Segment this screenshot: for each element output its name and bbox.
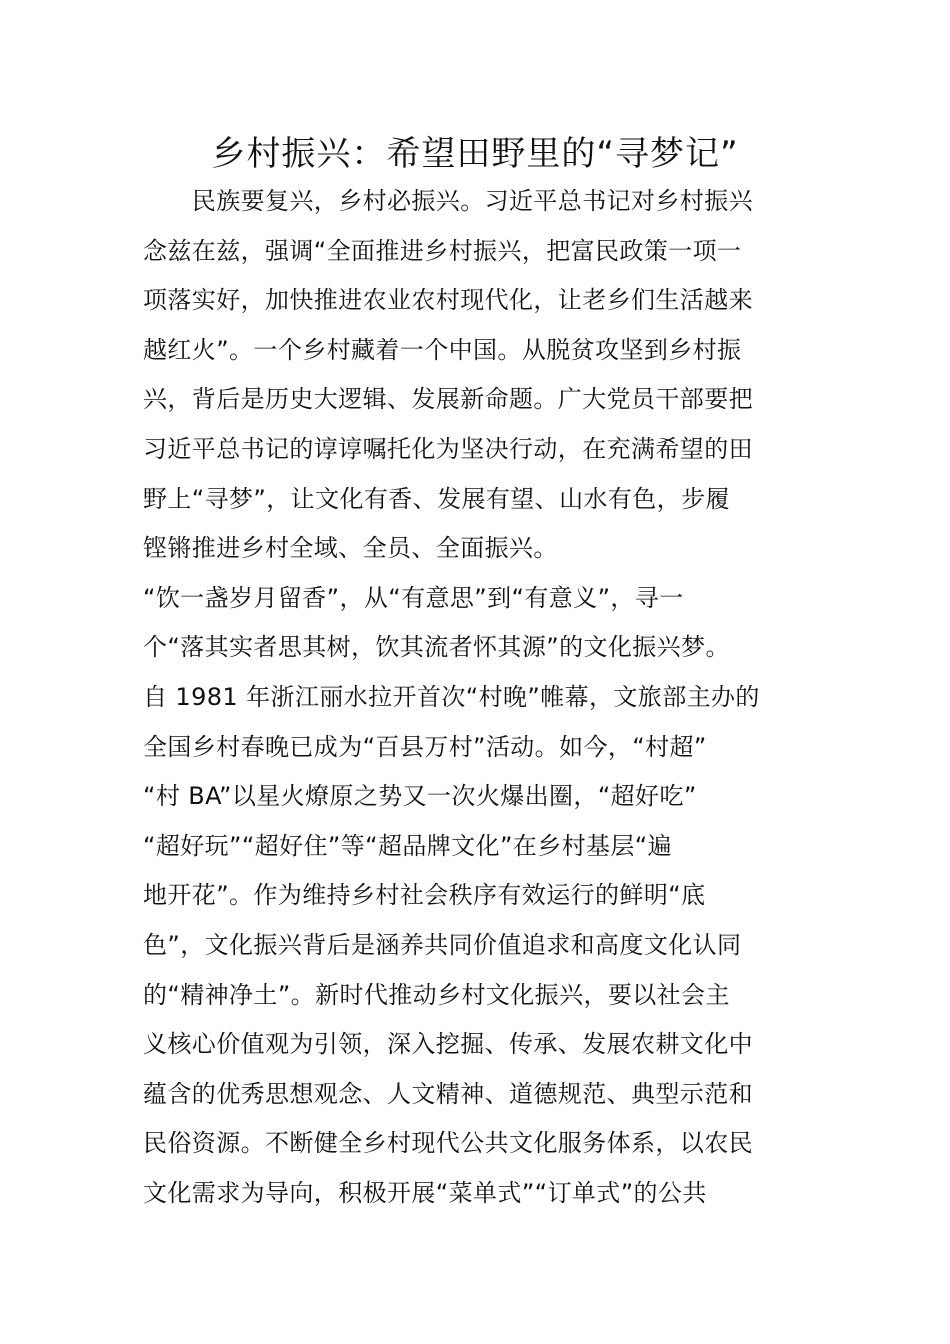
text-line: 兴，背后是历史大逻辑、发展新命题。广大党员干部要把 (143, 385, 753, 414)
text-line: 民族要复兴，乡村必振兴。习近平总书记对乡村振兴 (143, 187, 753, 215)
text-line: 项落实好，加快推进农业农村现代化，让老乡们生活越来 (143, 286, 753, 315)
text-line: 铿锵推进乡村全域、全员、全面振兴。 (143, 534, 558, 563)
text-line: 自 1981 年浙江丽水拉开首次“村晚”帷幕，文旅部主办的 (143, 682, 760, 711)
text-line: 色”，文化振兴背后是涵养共同价值追求和高度文化认同 (143, 930, 742, 959)
text-line: 民俗资源。不断健全乡村现代公共文化服务体系，以农民 (143, 1129, 753, 1158)
text-line: 蕴含的优秀思想观念、人文精神、道德规范、典型示范和 (143, 1079, 753, 1108)
text-line: 个“落其实者思其树，饮其流者怀其源”的文化振兴梦。 (143, 633, 730, 662)
text-line: 地开花”。作为维持乡村社会秩序有效运行的鲜明“底 (143, 881, 706, 910)
text-line: 的“精神净土”。新时代推动乡村文化振兴，要以社会主 (143, 980, 730, 1009)
text-line: 文化需求为导向，积极开展“菜单式”“订单式”的公共 (143, 1178, 707, 1207)
text-line: “超好玩”“超好住”等“超品牌文化”在乡村基层“遍 (143, 831, 673, 860)
text-line: “饮一盏岁月留香”，从“有意思”到“有意义”，寻一 (143, 583, 684, 612)
text-line: 习近平总书记的谆谆嘱托化为坚决行动，在充满希望的田 (143, 434, 753, 463)
text-line: 野上“寻梦”，让文化有香、发展有望、山水有色，步履 (143, 484, 730, 513)
text-line: 越红火”。一个乡村藏着一个中国。从脱贫攻坚到乡村振 (143, 335, 742, 364)
text-line: 念兹在兹，强调“全面推进乡村振兴，把富民政策一项一 (143, 236, 742, 265)
text-line: 全国乡村春晚已成为“百县万村”活动。如今，“村超” (143, 732, 707, 761)
text-line: 义核心价值观为引领，深入挖掘、传承、发展农耕文化中 (143, 1030, 753, 1059)
document-title: 乡村振兴：希望田野里的“寻梦记” (211, 134, 739, 174)
text-line: “村 BA”以星火燎原之势又一次火爆出圈，“超好吃” (143, 782, 697, 811)
document-body (143, 177, 823, 1218)
